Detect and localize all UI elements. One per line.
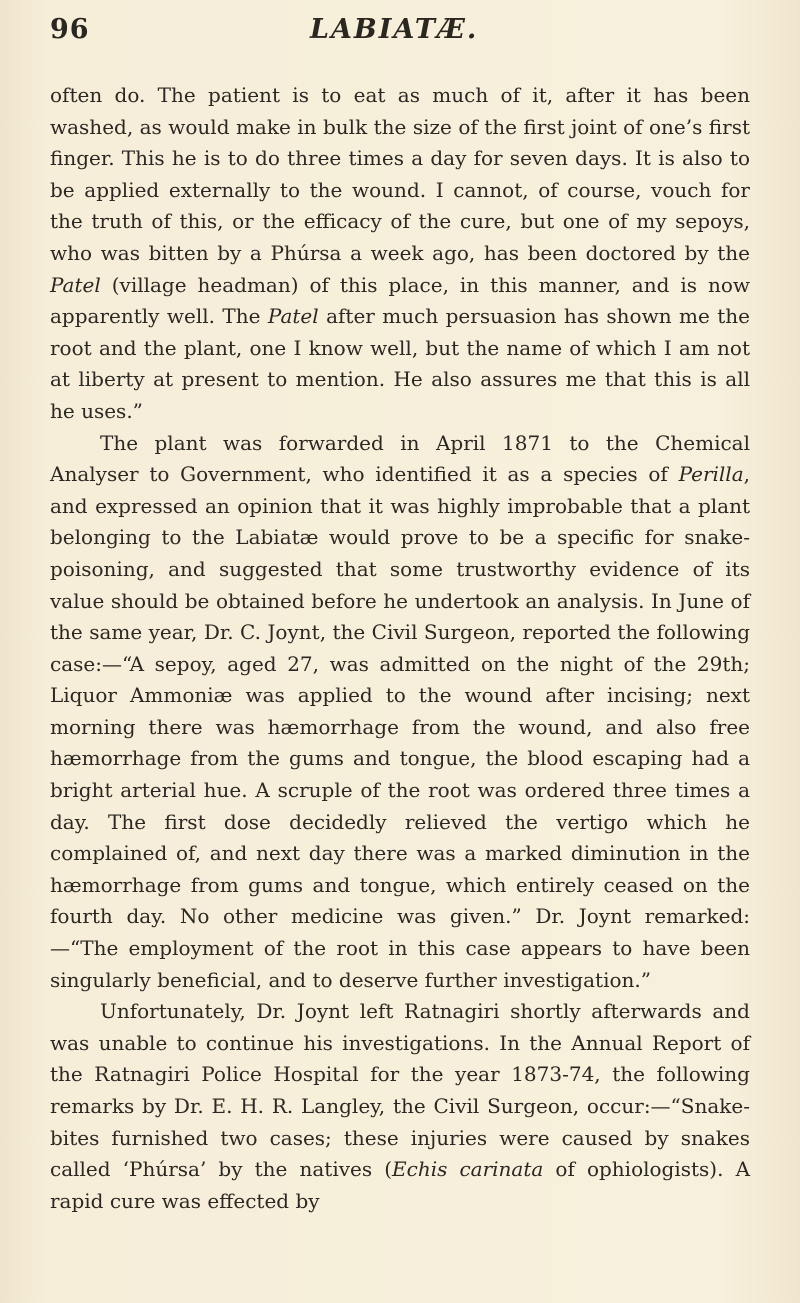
text-run: often do. The patient is to eat as much of it, after it has been washed, as would make in bulk the size of the first joint of one’s first finger. This he is to do three times a day for seven days. It is also to be applied externally to the wound. I cannot, of course, vouch for the truth of this, or the efficacy of the cure, but one of my sepoys, who was bitten by a Phúrsa a week ago, has been doctored by the (50, 83, 750, 265)
page-number: 96 (50, 14, 90, 45)
text-run: The plant was forwarded in April 1871 to the Chemical Analyser to Government, who identified it as a species of (50, 430, 750, 487)
page-header (50, 14, 750, 64)
italic-term: Patel (267, 304, 319, 329)
text-run: (village headman) of this place, in this manner, and is now apparently well. The (50, 272, 750, 329)
italic-term: Patel (50, 272, 101, 297)
text-run: of ophiologists). A rapid cure was effected by (50, 1157, 751, 1213)
text-run: Unfortunately, Dr. Joynt left Ratnagiri shortly afterwards and was unable to continue his investigations. In the Annual Report of the Ratnagiri Police Hospital for the year 1873-74, the following remarks by Dr. E. H. R. Langley, the Civil Surgeon, occur:—“Snake-bites furnished two cases; these injuries were caused by snakes called ‘Phúrsa’ by the natives ( (50, 999, 750, 1182)
text-run: , and expressed an opinion that it was highly improbable that a plant belonging to the Labiatæ would prove to be a specific for snake-poisoning, and suggested that some trustworthy evidence of its value should be obtained before he undertook an analysis. In June of the same year, Dr. C. Joynt, the Civil Surgeon, reported the following case:—“A sepoy, aged 27, was admitted on the night of the 29th; Liquor Ammoniæ was applied to the wound after incising; next morning there was hæmorrhage from the wound, and also free hæmorrhage from the gums and tongue, the blood escaping had a bright arterial hue. A scruple of the root was ordered three times a day. The first dose decidedly relieved the vertigo which he complained of, and next day there was a marked diminution in the hæmorrhage from gums and tongue, which entirely ceased on the fourth day. No other medicine was given.” Dr. Joynt remarked:—“The employment of the root in this case appears to have been singularly beneficial, and to deserve further investigation.” (50, 462, 750, 992)
paragraph (50, 428, 750, 997)
italic-term: Perilla (678, 462, 744, 487)
body-text (50, 80, 750, 1217)
italic-term: Echis carinata (392, 1157, 544, 1182)
text-run: after much persuasion has shown me the root and the plant, one I know well, but the name of which I am not at liberty at present to mention. He also assures me that this is all he uses.” (50, 304, 750, 423)
running-head: LABIATÆ. (310, 14, 479, 45)
paragraph (50, 996, 750, 1217)
paragraph (50, 80, 750, 428)
